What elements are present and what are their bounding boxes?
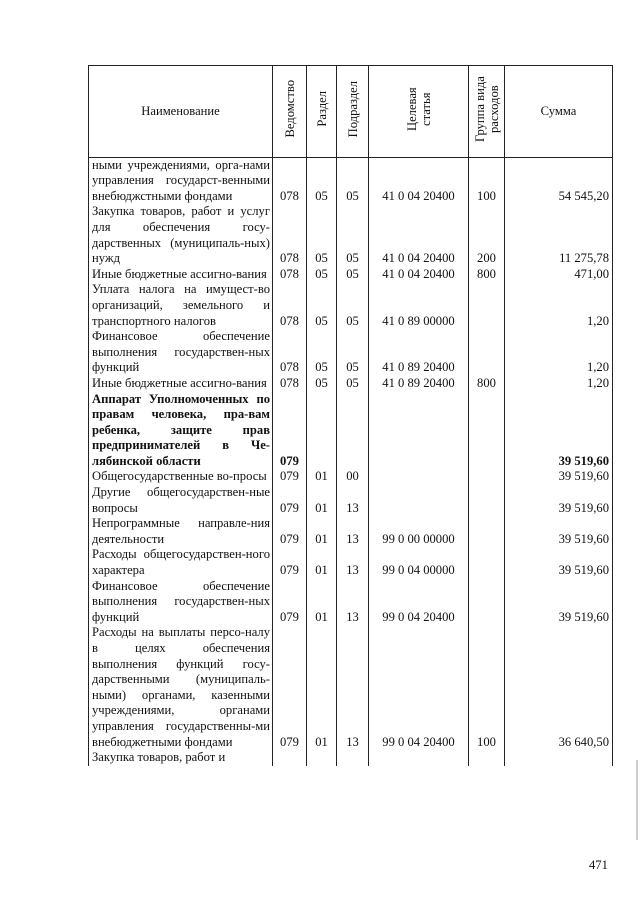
cell-sum: 39 519,60: [505, 485, 613, 516]
header-dept: Ведомство: [273, 66, 307, 158]
table-row: [89, 282, 613, 329]
cell-section: [307, 392, 337, 470]
budget-table-frame: [88, 65, 612, 847]
table-row: [89, 579, 613, 626]
cell-group: [469, 282, 505, 329]
cell-subsection: 13: [337, 485, 369, 516]
cell-name: Общегосударственные во-просы: [89, 469, 273, 485]
header-sum: Сумма: [505, 66, 613, 158]
cell-article: [369, 392, 469, 470]
cell-group: 100: [469, 157, 505, 204]
cell-subsection: 05: [337, 329, 369, 376]
cell-group: 800: [469, 376, 505, 392]
cell-article: 41 0 89 20400: [369, 329, 469, 376]
cell-subsection: 05: [337, 204, 369, 266]
cell-group: [469, 579, 505, 626]
cell-name: Расходы общегосударствен-ного характера: [89, 547, 273, 578]
cell-group: [469, 516, 505, 547]
cell-name: Аппарат Уполномоченных по правам человека, пра-вам ребенка, защите прав предпринимателей в Че-лябинской области: [89, 392, 273, 470]
table-body: [89, 157, 613, 766]
cell-name: ными учреждениями, орга-нами управления государст-венными внебюджстными фондами: [89, 157, 273, 204]
cell-sum: 1,20: [505, 329, 613, 376]
cell-section: 01: [307, 579, 337, 626]
cell-sum: 39 519,60: [505, 579, 613, 626]
cell-subsection: 05: [337, 157, 369, 204]
table-row: [89, 329, 613, 376]
cell-article: [369, 485, 469, 516]
cell-name: Иные бюджетные ассигно-вания: [89, 376, 273, 392]
cell-dept: 078: [273, 376, 307, 392]
cell-sum: 39 519,60: [505, 392, 613, 470]
cell-name: Непрограммные направле-ния деятельности: [89, 516, 273, 547]
table-row: [89, 157, 613, 204]
cell-group: [469, 485, 505, 516]
scan-edge-mark: [636, 760, 638, 840]
cell-section: [307, 750, 337, 766]
cell-article: 99 0 00 00000: [369, 516, 469, 547]
cell-name: Уплата налога на имущест-во организаций, земельного и транспортного налогов: [89, 282, 273, 329]
cell-dept: 079: [273, 625, 307, 750]
cell-section: 05: [307, 329, 337, 376]
cell-sum: [505, 750, 613, 766]
cell-name: Закупка товаров, работ и: [89, 750, 273, 766]
cell-dept: 078: [273, 282, 307, 329]
table-row: [89, 547, 613, 578]
cell-section: 05: [307, 267, 337, 283]
cell-subsection: 05: [337, 376, 369, 392]
cell-sum: 11 275,78: [505, 204, 613, 266]
cell-article: 41 0 04 20400: [369, 267, 469, 283]
cell-section: 05: [307, 204, 337, 266]
cell-group: [469, 469, 505, 485]
cell-group: 800: [469, 267, 505, 283]
cell-name: Закупка товаров, работ и услуг для обеспечения госу-дарственных (муниципаль-ных) нужд: [89, 204, 273, 266]
cell-subsection: 13: [337, 547, 369, 578]
cell-dept: 078: [273, 157, 307, 204]
cell-name: Финансовое обеспечение выполнения государствен-ных функций: [89, 579, 273, 626]
page-number: 471: [589, 858, 608, 872]
cell-section: 01: [307, 485, 337, 516]
cell-article: 99 0 04 00000: [369, 547, 469, 578]
table-row: [89, 485, 613, 516]
header-expense-group: Группа вида расходов: [469, 66, 505, 158]
cell-dept: 079: [273, 392, 307, 470]
cell-article: [369, 469, 469, 485]
cell-subsection: 13: [337, 516, 369, 547]
cell-article: 41 0 04 20400: [369, 204, 469, 266]
header-name: Наименование: [89, 66, 273, 158]
cell-subsection: 05: [337, 267, 369, 283]
header-section: Раздел: [307, 66, 337, 158]
cell-section: 05: [307, 157, 337, 204]
cell-dept: 079: [273, 485, 307, 516]
cell-article: [369, 750, 469, 766]
table-header-row: [89, 66, 613, 158]
cell-dept: 078: [273, 329, 307, 376]
cell-section: 01: [307, 625, 337, 750]
table-row: [89, 204, 613, 266]
cell-group: 200: [469, 204, 505, 266]
table-row: [89, 267, 613, 283]
table-row: [89, 625, 613, 750]
cell-subsection: 13: [337, 625, 369, 750]
cell-sum: 39 519,60: [505, 469, 613, 485]
table-row: [89, 376, 613, 392]
table-row: [89, 469, 613, 485]
cell-section: 01: [307, 516, 337, 547]
cell-dept: 078: [273, 204, 307, 266]
cell-dept: [273, 750, 307, 766]
table-row: [89, 750, 613, 766]
cell-dept: 079: [273, 469, 307, 485]
cell-group: [469, 547, 505, 578]
cell-sum: 39 519,60: [505, 516, 613, 547]
cell-article: 99 0 04 20400: [369, 579, 469, 626]
cell-article: 99 0 04 20400: [369, 625, 469, 750]
cell-dept: 079: [273, 516, 307, 547]
table-row: [89, 516, 613, 547]
cell-sum: 36 640,50: [505, 625, 613, 750]
header-subsection: Подраздел: [337, 66, 369, 158]
cell-sum: 471,00: [505, 267, 613, 283]
cell-article: 41 0 89 00000: [369, 282, 469, 329]
cell-subsection: 13: [337, 579, 369, 626]
cell-group: [469, 392, 505, 470]
cell-name: Иные бюджетные ассигно-вания: [89, 267, 273, 283]
cell-name: Расходы на выплаты персо-налу в целях обеспечения выполнения функций госу-дарственными (муниципаль-ными) органами, казенными учреждениями, органами управления государственны-ми внебюджетными фондами: [89, 625, 273, 750]
cell-group: [469, 750, 505, 766]
budget-table: [88, 65, 613, 766]
cell-section: 05: [307, 282, 337, 329]
cell-sum: 39 519,60: [505, 547, 613, 578]
cell-subsection: 00: [337, 469, 369, 485]
cell-article: 41 0 89 20400: [369, 376, 469, 392]
cell-subsection: 05: [337, 282, 369, 329]
cell-dept: 078: [273, 267, 307, 283]
table-row: [89, 392, 613, 470]
cell-dept: 079: [273, 547, 307, 578]
cell-group: 100: [469, 625, 505, 750]
cell-group: [469, 329, 505, 376]
cell-subsection: [337, 750, 369, 766]
cell-sum: 1,20: [505, 376, 613, 392]
cell-name: Другие общегосударствен-ные вопросы: [89, 485, 273, 516]
cell-section: 01: [307, 547, 337, 578]
cell-section: 05: [307, 376, 337, 392]
cell-section: 01: [307, 469, 337, 485]
cell-sum: 54 545,20: [505, 157, 613, 204]
cell-sum: 1,20: [505, 282, 613, 329]
cell-subsection: [337, 392, 369, 470]
header-target-article: Целевая статья: [369, 66, 469, 158]
cell-dept: 079: [273, 579, 307, 626]
cell-article: 41 0 04 20400: [369, 157, 469, 204]
cell-name: Финансовое обеспечение выполнения государствен-ных функций: [89, 329, 273, 376]
